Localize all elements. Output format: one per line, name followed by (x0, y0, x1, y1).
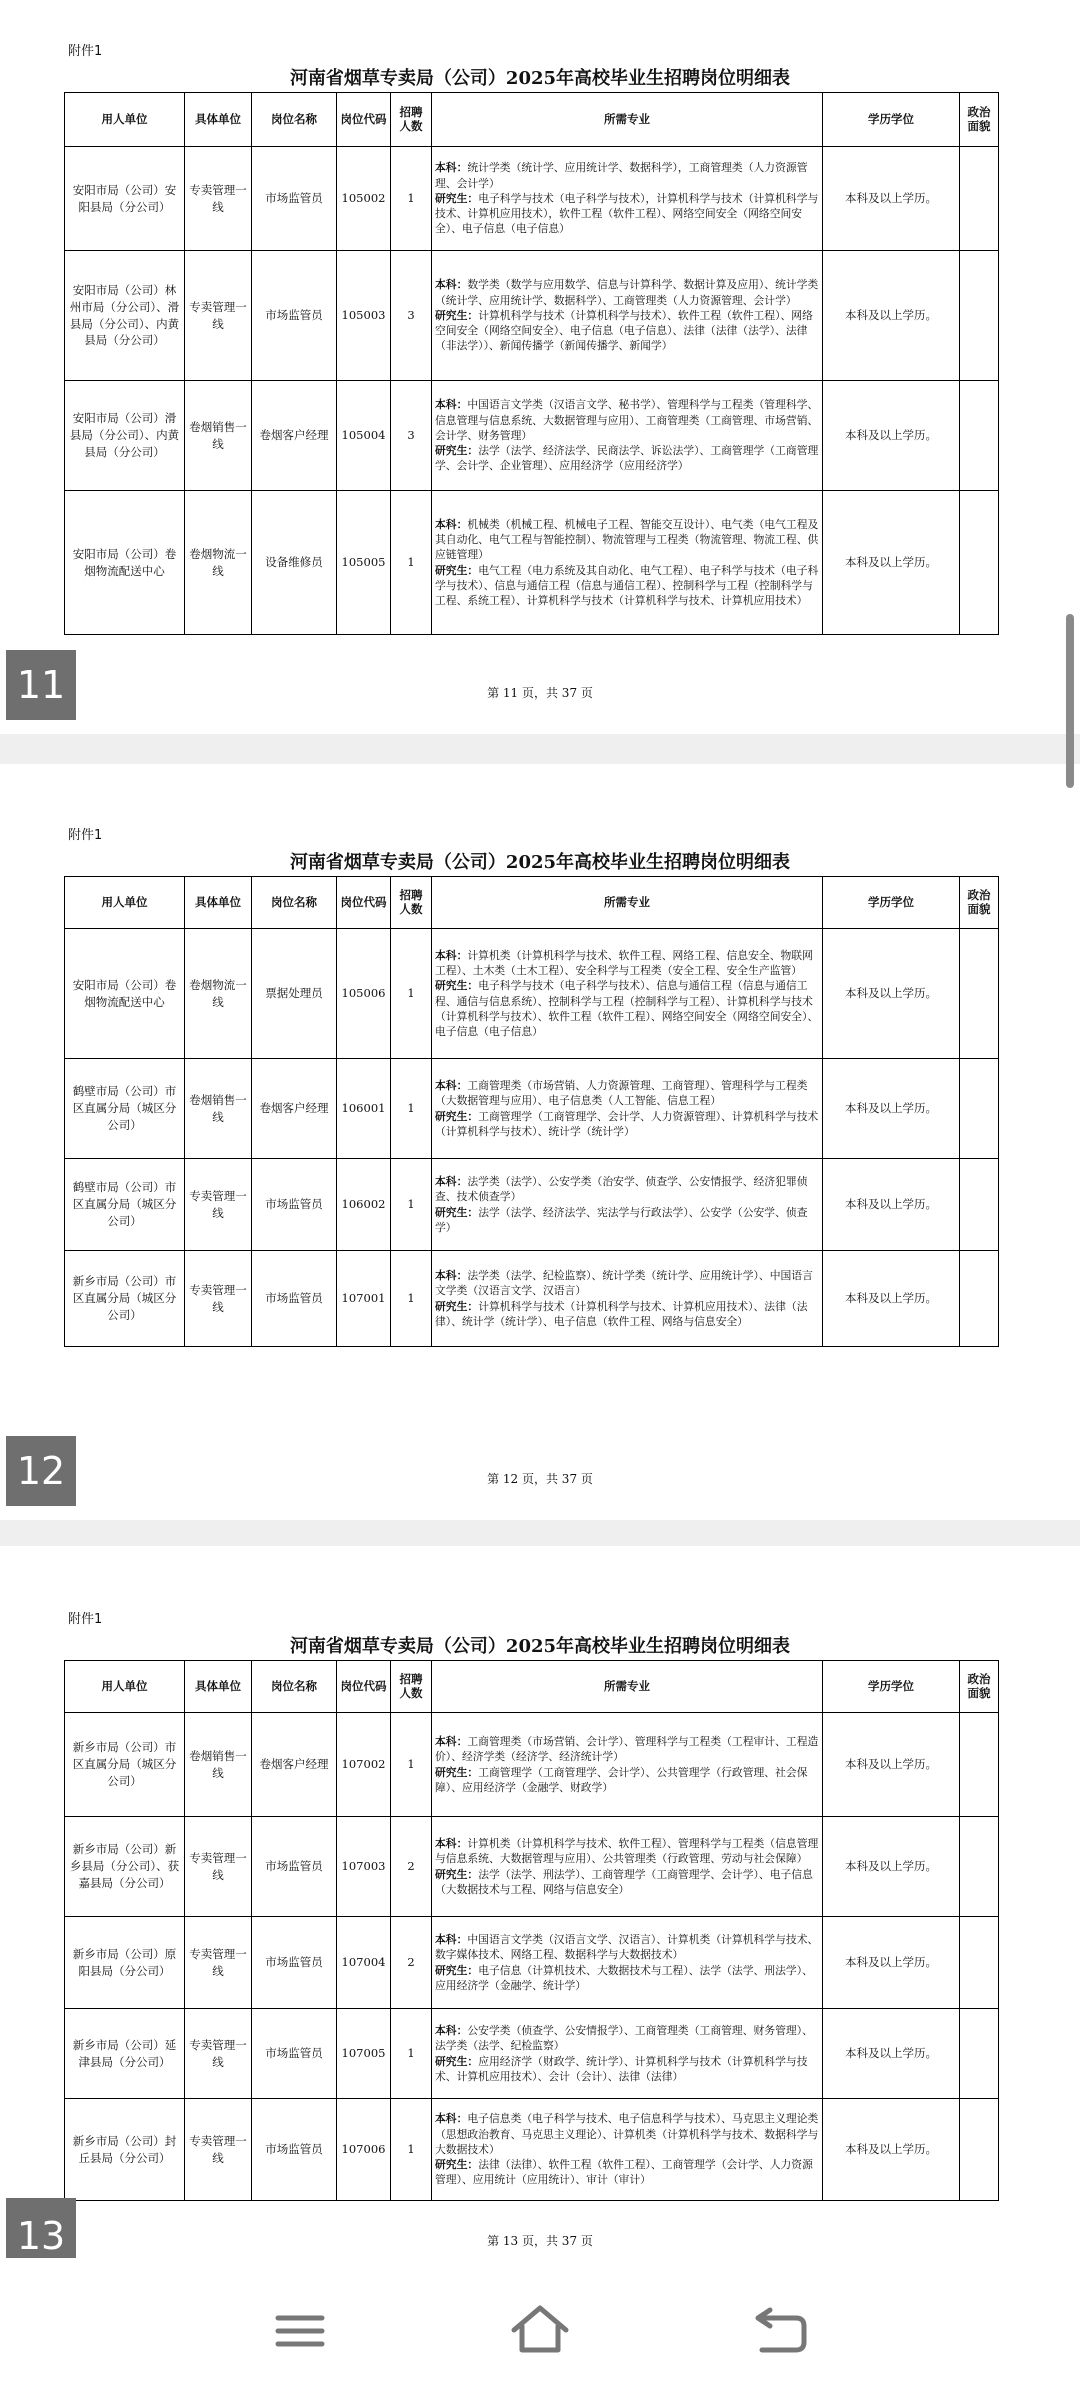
cell-major: 本科：法学类（法学）、公安学类（治安学、侦查学、公安情报学、经济犯罪侦查、技术侦查学） 研究生：法学（法学、经济法学、宪法学与行政法学）、公安学（公安学、侦查学） (432, 1159, 823, 1251)
cell-code: 106001 (337, 1059, 391, 1159)
cell-count: 1 (391, 147, 432, 251)
cell-position: 设备维修员 (252, 491, 337, 635)
header-employer: 用人单位 (65, 877, 185, 929)
header-education: 学历学位 (823, 93, 960, 147)
cell-education: 本科及以上学历。 (823, 2009, 960, 2099)
header-political: 政治面貌 (960, 1661, 999, 1713)
table-row (65, 491, 999, 635)
cell-education: 本科及以上学历。 (823, 251, 960, 381)
header-unit: 具体单位 (185, 93, 252, 147)
cell-count: 1 (391, 1159, 432, 1251)
cell-major: 本科：法学类（法学、纪检监察）、统计学类（统计学、应用统计学）、中国语言文学类（汉语言文学、汉语言） 研究生：计算机科学与技术（计算机科学与技术、计算机应用技术）、法律（法律）、统计学（统计学）、电子信息（软件工程、网络与信息安全） (432, 1251, 823, 1347)
table-row (65, 1251, 999, 1347)
cell-major: 本科：公安学类（侦查学、公安情报学）、工商管理类（工商管理、财务管理）、法学类（法学、纪检监察） 研究生：应用经济学（财政学、统计学）、计算机科学与技术（计算机科学与技术、计算机应用技术）、会计（会计）、法律（法律） (432, 2009, 823, 2099)
header-education: 学历学位 (823, 877, 960, 929)
cell-code: 105002 (337, 147, 391, 251)
cell-employer: 新乡市局（公司）新乡县局（分公司）、获嘉县局（分公司） (65, 1817, 185, 1917)
cell-code: 105005 (337, 491, 391, 635)
cell-count: 1 (391, 929, 432, 1059)
cell-count: 1 (391, 2009, 432, 2099)
cell-employer: 鹤壁市局（公司）市区直属分局（城区分公司） (65, 1159, 185, 1251)
cell-employer: 安阳市局（公司）滑县局（分公司）、内黄县局（分公司） (65, 381, 185, 491)
cell-count: 3 (391, 251, 432, 381)
cell-political (960, 2099, 999, 2201)
cell-major: 本科：工商管理类（市场营销、会计学）、管理科学与工程类（工程审计、工程造价）、经济学类（经济学、经济统计学） 研究生：工商管理学（工商管理学、会计学）、公共管理学（行政管理、社会保障）、应用经济学（金融学、财政学） (432, 1713, 823, 1817)
cell-employer: 安阳市局（公司）林州市局（分公司）、滑县局（分公司）、内黄县局（分公司） (65, 251, 185, 381)
cell-code: 105003 (337, 251, 391, 381)
cell-education: 本科及以上学历。 (823, 1159, 960, 1251)
cell-major: 本科：中国语言文学类（汉语言文学、秘书学）、管理科学与工程类（管理科学、信息管理与信息系统、大数据管理与应用）、工商管理类（工商管理、市场营销、会计学、财务管理） 研究生：法学（法学、经济法学、民商法学、诉讼法学）、工商管理学（工商管理学、会计学、企业管理）、应用经济学（应用经济学） (432, 381, 823, 491)
cell-count: 2 (391, 1917, 432, 2009)
cell-unit: 专卖管理一线 (185, 1159, 252, 1251)
cell-count: 2 (391, 1817, 432, 1917)
header-position: 岗位名称 (252, 93, 337, 147)
cell-code: 107002 (337, 1713, 391, 1817)
cell-unit: 专卖管理一线 (185, 251, 252, 381)
table-row (65, 1059, 999, 1159)
cell-major: 本科：计算机类（计算机科学与技术、软件工程）、管理科学与工程类（信息管理与信息系统、大数据管理与应用）、公共管理类（行政管理、劳动与社会保障） 研究生：法学（法学、刑法学）、工商管理学（工商管理学、会计学）、电子信息（大数据技术与工程、网络与信息安全） (432, 1817, 823, 1917)
header-political: 政治面貌 (960, 93, 999, 147)
cell-political (960, 1059, 999, 1159)
cell-major: 本科：中国语言文学类（汉语言文学、汉语言）、计算机类（计算机科学与技术、数字媒体技术、网络工程、数据科学与大数据技术） 研究生：电子信息（计算机技术、大数据技术与工程）、法学（法学、刑法学）、应用经济学（金融学、统计学） (432, 1917, 823, 2009)
header-unit: 具体单位 (185, 877, 252, 929)
cell-education: 本科及以上学历。 (823, 1917, 960, 2009)
cell-count: 1 (391, 1251, 432, 1347)
cell-education: 本科及以上学历。 (823, 929, 960, 1059)
cell-position: 票据处理员 (252, 929, 337, 1059)
page-footer: 第 11 页，共 37 页 (487, 686, 593, 700)
page-footer: 第 13 页，共 37 页 (487, 2234, 593, 2248)
cell-code: 107006 (337, 2099, 391, 2201)
cell-position: 市场监管员 (252, 1159, 337, 1251)
header-education: 学历学位 (823, 1661, 960, 1713)
cell-position: 市场监管员 (252, 147, 337, 251)
cell-unit: 卷烟销售一线 (185, 1059, 252, 1159)
cell-education: 本科及以上学历。 (823, 1817, 960, 1917)
cell-code: 106002 (337, 1159, 391, 1251)
cell-employer: 安阳市局（公司）卷烟物流配送中心 (65, 491, 185, 635)
jobs-table (64, 876, 999, 1347)
table-row (65, 1917, 999, 2009)
cell-political (960, 1917, 999, 2009)
cell-education: 本科及以上学历。 (823, 491, 960, 635)
header-count: 招聘人数 (391, 877, 432, 929)
table-row (65, 2099, 999, 2201)
cell-education: 本科及以上学历。 (823, 147, 960, 251)
table-row (65, 381, 999, 491)
cell-political (960, 1159, 999, 1251)
cell-political (960, 491, 999, 635)
cell-political (960, 381, 999, 491)
cell-political (960, 2009, 999, 2099)
table-row (65, 251, 999, 381)
table-row (65, 1713, 999, 1817)
document-title: 河南省烟草专卖局（公司）2025年高校毕业生招聘岗位明细表 (289, 852, 791, 873)
cell-code: 107001 (337, 1251, 391, 1347)
cell-employer: 新乡市局（公司）延津县局（分公司） (65, 2009, 185, 2099)
cell-unit: 专卖管理一线 (185, 1251, 252, 1347)
cell-political (960, 1251, 999, 1347)
cell-code: 107005 (337, 2009, 391, 2099)
header-unit: 具体单位 (185, 1661, 252, 1713)
attachment-label: 附件1 (68, 44, 103, 59)
header-count: 招聘人数 (391, 93, 432, 147)
cell-unit: 专卖管理一线 (185, 1817, 252, 1917)
cell-political (960, 1713, 999, 1817)
cell-political (960, 1817, 999, 1917)
jobs-table (64, 92, 999, 635)
scrollbar-thumb[interactable] (1066, 614, 1074, 788)
header-employer: 用人单位 (65, 1661, 185, 1713)
page-number-badge: 12 (6, 1436, 76, 1506)
cell-code: 107004 (337, 1917, 391, 2009)
cell-position: 市场监管员 (252, 2009, 337, 2099)
document-title: 河南省烟草专卖局（公司）2025年高校毕业生招聘岗位明细表 (289, 1636, 791, 1657)
document-page-11 (0, 0, 1080, 734)
page-footer: 第 12 页，共 37 页 (487, 1472, 593, 1486)
cell-employer: 鹤壁市局（公司）市区直属分局（城区分公司） (65, 1059, 185, 1159)
cell-count: 1 (391, 1713, 432, 1817)
cell-major: 本科：机械类（机械工程、机械电子工程、智能交互设计）、电气类（电气工程及其自动化、电气工程与智能控制）、物流管理与工程类（物流管理、物流工程、供应链管理） 研究生：电气工程（电力系统及其自动化、电气工程）、电子科学与技术（电子科学与技术）、信息与通信工程（信息与通信工程）、控制科学与工程（控制科学与工程、系统工程）、计算机科学与技术（计算机科学与技术、计算机应用技术） (432, 491, 823, 635)
cell-political (960, 929, 999, 1059)
table-row (65, 1159, 999, 1251)
header-code: 岗位代码 (337, 877, 391, 929)
table-row (65, 1817, 999, 1917)
cell-position: 市场监管员 (252, 251, 337, 381)
header-major: 所需专业 (432, 877, 823, 929)
header-political: 政治面貌 (960, 877, 999, 929)
header-major: 所需专业 (432, 93, 823, 147)
cell-code: 105006 (337, 929, 391, 1059)
cell-unit: 卷烟销售一线 (185, 381, 252, 491)
cell-unit: 卷烟物流一线 (185, 929, 252, 1059)
cell-unit: 专卖管理一线 (185, 2009, 252, 2099)
cell-major: 本科：工商管理类（市场营销、人力资源管理、工商管理）、管理科学与工程类（大数据管理与应用）、电子信息类（人工智能、信息工程） 研究生：工商管理学（工商管理学、会计学、人力资源管理）、计算机科学与技术（计算机科学与技术）、统计学（统计学） (432, 1059, 823, 1159)
cell-count: 3 (391, 381, 432, 491)
attachment-label: 附件1 (68, 828, 103, 843)
cell-position: 市场监管员 (252, 1251, 337, 1347)
table-row (65, 147, 999, 251)
cell-education: 本科及以上学历。 (823, 1251, 960, 1347)
cell-major: 本科：计算机类（计算机科学与技术、软件工程、网络工程、信息安全、物联网工程）、土木类（土木工程）、安全科学与工程类（安全工程、安全生产监管） 研究生：电子科学与技术（电子科学与技术）、信息与通信工程（信息与通信工程、通信与信息系统）、控制科学与工程（控制科学与工程）、计算机科学与技术（计算机科学与技术）、软件工程（软件工程）、网络空间安全（网络空间安全）、电子信息（电子信息） (432, 929, 823, 1059)
header-major: 所需专业 (432, 1661, 823, 1713)
document-title: 河南省烟草专卖局（公司）2025年高校毕业生招聘岗位明细表 (289, 68, 791, 89)
cell-code: 107003 (337, 1817, 391, 1917)
cell-unit: 专卖管理一线 (185, 2099, 252, 2201)
home-icon[interactable] (500, 2300, 580, 2360)
cell-unit: 专卖管理一线 (185, 147, 252, 251)
cell-education: 本科及以上学历。 (823, 2099, 960, 2201)
cell-education: 本科及以上学历。 (823, 381, 960, 491)
cell-position: 市场监管员 (252, 1817, 337, 1917)
cell-unit: 专卖管理一线 (185, 1917, 252, 2009)
cell-education: 本科及以上学历。 (823, 1059, 960, 1159)
cell-employer: 安阳市局（公司）安阳县局（分公司） (65, 147, 185, 251)
cell-employer: 新乡市局（公司）封丘县局（分公司） (65, 2099, 185, 2201)
cell-political (960, 251, 999, 381)
jobs-table (64, 1660, 999, 2201)
cell-count: 1 (391, 491, 432, 635)
table-row (65, 929, 999, 1059)
navigation-bar (0, 2262, 1080, 2400)
document-page-12 (0, 764, 1080, 1520)
table-row (65, 2009, 999, 2099)
page-number-badge: 13 (6, 2198, 76, 2258)
header-employer: 用人单位 (65, 93, 185, 147)
cell-unit: 卷烟物流一线 (185, 491, 252, 635)
cell-position: 卷烟客户经理 (252, 381, 337, 491)
cell-political (960, 147, 999, 251)
cell-major: 本科：统计学类（统计学、应用统计学、数据科学），工商管理类（人力资源管理、会计学） 研究生：电子科学与技术（电子科学与技术），计算机科学与技术（计算机科学与技术、计算机应用技术），软件工程（软件工程）、网络空间安全（网络空间安全）、电子信息（电子信息） (432, 147, 823, 251)
cell-code: 105004 (337, 381, 391, 491)
cell-position: 市场监管员 (252, 1917, 337, 2009)
header-code: 岗位代码 (337, 93, 391, 147)
attachment-label: 附件1 (68, 1612, 103, 1627)
cell-major: 本科：数学类（数学与应用数学、信息与计算科学、数据计算及应用）、统计学类（统计学、应用统计学、数据科学）、工商管理类（人力资源管理、会计学） 研究生：计算机科学与技术（计算机科学与技术）、软件工程（软件工程）、网络空间安全（网络空间安全）、电子信息（电子信息）、法律（法律（法学）、法律（非法学））、新闻传播学（新闻传播学、新闻学） (432, 251, 823, 381)
menu-icon[interactable] (260, 2300, 340, 2360)
cell-position: 卷烟客户经理 (252, 1059, 337, 1159)
back-icon[interactable] (740, 2300, 820, 2360)
header-position: 岗位名称 (252, 1661, 337, 1713)
header-position: 岗位名称 (252, 877, 337, 929)
cell-employer: 安阳市局（公司）卷烟物流配送中心 (65, 929, 185, 1059)
cell-employer: 新乡市局（公司）市区直属分局（城区分公司） (65, 1713, 185, 1817)
cell-employer: 新乡市局（公司）市区直属分局（城区分公司） (65, 1251, 185, 1347)
cell-major: 本科：电子信息类（电子科学与技术、电子信息科学与技术）、马克思主义理论类（思想政治教育、马克思主义理论）、计算机类（计算机科学与技术、数据科学与大数据技术） 研究生：法律（法律）、软件工程（软件工程）、工商管理学（会计学、人力资源管理）、应用统计（应用统计）、审计（审计） (432, 2099, 823, 2201)
cell-education: 本科及以上学历。 (823, 1713, 960, 1817)
page-number-badge: 11 (6, 650, 76, 720)
header-code: 岗位代码 (337, 1661, 391, 1713)
cell-position: 市场监管员 (252, 2099, 337, 2201)
cell-count: 1 (391, 1059, 432, 1159)
cell-employer: 新乡市局（公司）原阳县局（分公司） (65, 1917, 185, 2009)
document-page-13 (0, 1546, 1080, 2262)
cell-count: 1 (391, 2099, 432, 2201)
header-count: 招聘人数 (391, 1661, 432, 1713)
cell-unit: 卷烟销售一线 (185, 1713, 252, 1817)
cell-position: 卷烟客户经理 (252, 1713, 337, 1817)
